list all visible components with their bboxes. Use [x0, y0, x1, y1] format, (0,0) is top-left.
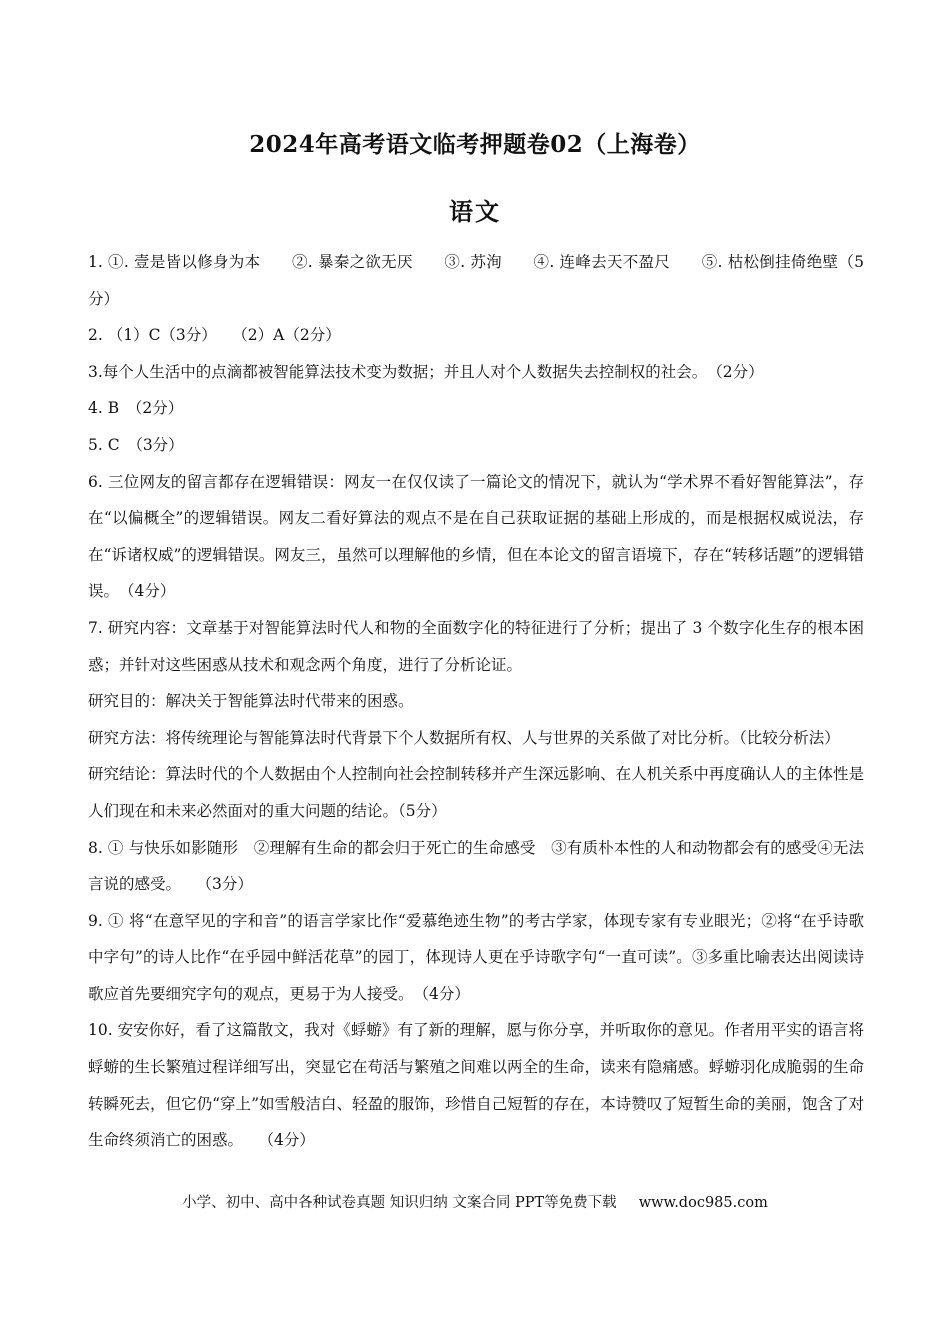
footer-link[interactable]: www.doc985.com — [638, 1195, 768, 1211]
answer-4: 4. B （2分） — [88, 399, 184, 418]
answer-5: 5. C （3分） — [88, 435, 184, 454]
answer-1: 1. ①. 壹是皆以修身为本 ②. 暴秦之欲无厌 ③. 苏洵 ④. 连峰去天不盈尺 ⑤. 枯松倒挂倚绝壁（5分） — [88, 253, 864, 308]
answer-7-content: 7. 研究内容：文章基于对智能算法时代人和物的全面数字化的特征进行了分析；提出了 3 个数字化生存的根本困惑；并针对这些困惑从技术和观念两个角度，进行了分析论证。 — [88, 618, 864, 674]
document-subtitle: 语文 — [449, 197, 501, 226]
answer-9: 9. ① 将“在意罕见的字和音”的语言学家比作“爱慕绝迹生物”的考古学家，体现专家有专业眼光；②将“在乎诗歌中字句”的诗人比作“在乎园中鲜活花草”的园丁，体现诗人更在乎诗歌字句“一直可读”。③多重比喻表达出阅读诗歌应首先要细究字句的观点，更易于为人接受。 （4分） — [88, 911, 864, 1003]
answer-2: 2. （1）C（3分） （2）A（2分） — [88, 326, 341, 345]
answer-7-conclusion: 研究结论：算法时代的个人数据由个人控制向社会控制转移并产生深远影响、在人机关系中再度确认人的主体性是人们现在和未来必然面对的重大问题的结论。（5分） — [88, 765, 864, 820]
answer-7-method: 研究方法：将传统理论与智能算法时代背景下个人数据所有权、人与世界的关系做了对比分析。（比较分析法） — [88, 728, 840, 747]
document-title: 2024年高考语文临考押题卷02（上海卷） — [249, 131, 701, 158]
answer-8: 8. ① 与快乐如影随形 ②理解有生命的都会归于死亡的生命感受 ③有质朴本性的人和动物都会有的感受④无法言说的感受。 （3分） — [88, 838, 864, 894]
footer-text: 小学、初中、高中各种试卷真题 知识归纳 文案合同 PPT等免费下载 — [182, 1195, 617, 1211]
answer-6: 6. 三位网友的留言都存在逻辑错误：网友一在仅仅读了一篇论文的情况下，就认为“学术界不看好智能算法”，存在“以偏概全”的逻辑错误。网友二看好算法的观点不是在自己获取证据的基础上形成的，而是根据权威说法，存在“诉诸权威”的逻辑错误。网友三，虽然可以理解他的乡情，但在本论文的留言语境下，存在“转移话题”的逻辑错误。 （4分） — [88, 472, 864, 601]
answer-10: 10. 安安你好，看了这篇散文，我对《蜉蝣》有了新的理解，愿与你分享，并听取你的意见。作者用平实的语言将蜉蝣的生长繁殖过程详细写出，突显它在苟活与繁殖之间难以两全的生命，读来有隐痛感。蜉蝣羽化成脆弱的生命转瞬死去，但它仍“穿上”如雪般洁白、轻盈的服饰，珍惜自己短暂的存在，本诗赞叹了短暂生命的美丽，饱含了对生命终须消亡的困惑。 （4分） — [88, 1021, 864, 1150]
answer-list — [88, 244, 864, 1159]
answer-3: 3.每个人生活中的点滴都被智能算法技术变为数据；并且人对个人数据失去控制权的社会。 （2分） — [88, 362, 764, 381]
answer-7-purpose: 研究目的：解决关于智能算法时代带来的困惑。 — [88, 692, 414, 711]
page-footer — [0, 1191, 950, 1212]
